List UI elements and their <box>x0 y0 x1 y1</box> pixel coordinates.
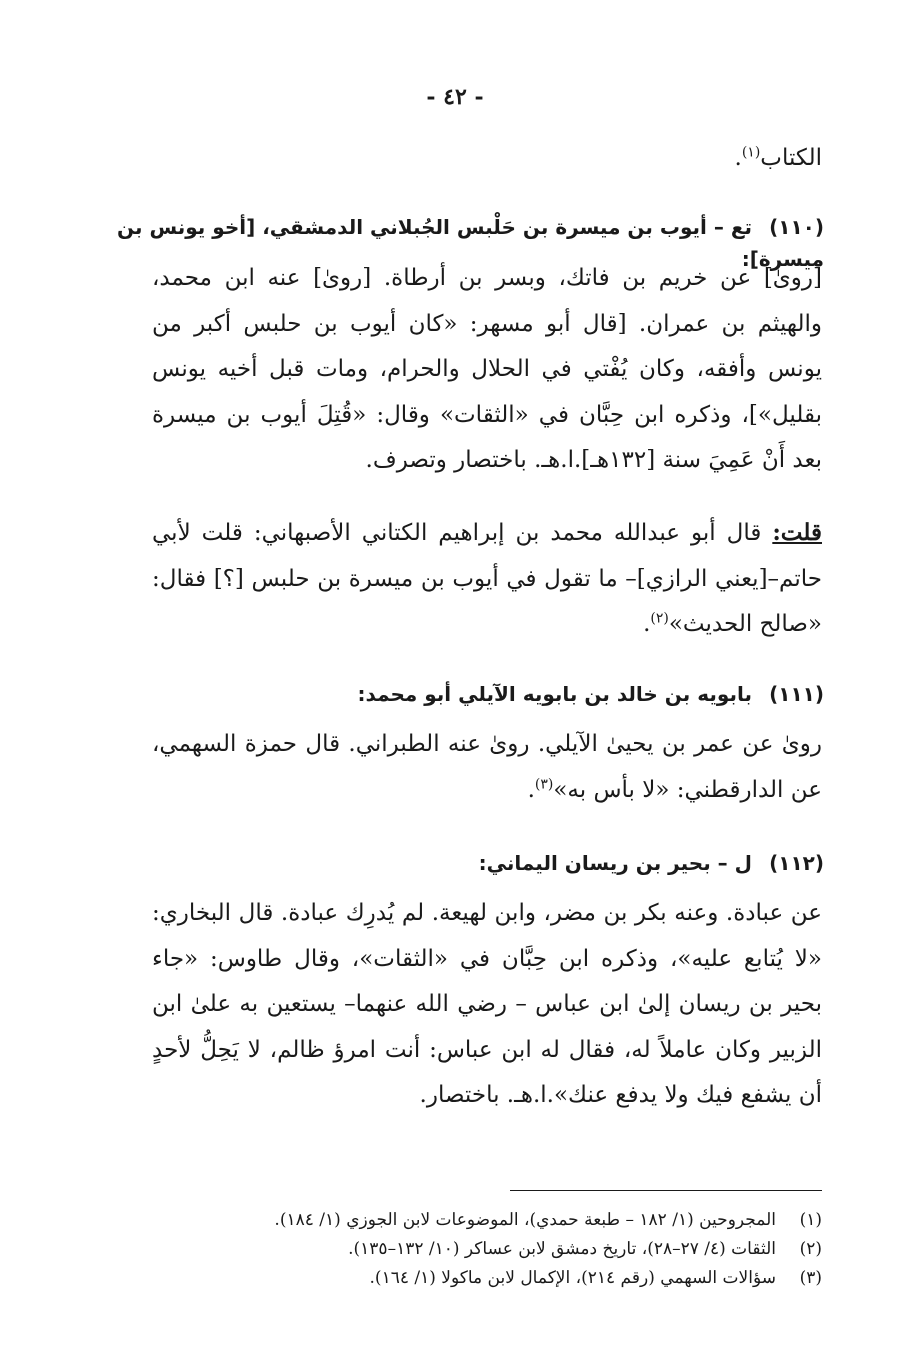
footnote-number: (١) <box>799 1210 822 1230</box>
page-number: - ٤٢ - <box>426 84 484 110</box>
entry-111-body <box>152 722 822 813</box>
footnote-ref-2: (٢) <box>650 610 669 627</box>
qult-end: . <box>643 611 651 637</box>
entry-111-title: بابويه بن خالد بن بابويه الآيلي أبو محمد: <box>357 682 752 706</box>
footnote-item <box>102 1264 822 1293</box>
footnote-item <box>102 1206 822 1235</box>
footnote-text: سؤالات السهمي (رقم ٢١٤)، الإكمال لابن ماكولا (١/ ١٦٤). <box>369 1268 776 1288</box>
entry-111-number: (١١١) <box>769 682 824 706</box>
entry-110-qult <box>152 510 822 648</box>
entry-112-number: (١١٢) <box>769 851 824 875</box>
entry-111-end: . <box>527 776 535 803</box>
entry-111-heading <box>84 678 824 710</box>
qult-text: قال أبو عبدالله محمد بن إبراهيم الكتاني الأصبهاني: قلت لأبي حاتم–[يعني الرازي]– ما تقول في أيوب بن ميسرة بن حلبس [؟] فقال: «صالح الحديث» <box>152 520 822 637</box>
footnote-item <box>102 1235 822 1264</box>
entry-110-number: (١١٠) <box>769 215 824 239</box>
intro-text: الكتاب <box>760 145 822 171</box>
footnote-number: (٢) <box>799 1239 822 1259</box>
entry-111-text: روىٰ عن عمر بن يحيىٰ الآيلي. روىٰ عنه الطبراني. قال حمزة السهمي، عن الدارقطني: «لا بأس به» <box>152 731 822 803</box>
footnote-text: الثقات (٤/ ٢٧–٢٨)، تاريخ دمشق لابن عساكر (١٠/ ١٣٢–١٣٥). <box>348 1239 776 1259</box>
footnote-ref-3: (٣) <box>534 775 554 792</box>
qult-label: قلت: <box>772 519 822 546</box>
footnote-divider <box>510 1190 822 1191</box>
entry-110-title: تع – أيوب بن ميسرة بن حَلْبس الجُبلاني الدمشقي، [أخو يونس بن ميسرة]: <box>117 215 824 271</box>
footnote-number: (٣) <box>799 1268 822 1288</box>
entry-110-body: [روىٰ] عن خريم بن فاتك، وبسر بن أرطاة. [روىٰ] عنه ابن محمد، والهيثم بن عمران. [قال أبو مسهر: «كان أيوب بن حلبس أكبر من يونس وأفقه، وكان يُفْتي في الحلال والحرام، ومات قبل أخيه يونس بقليل»]، وذكره ابن حِبَّان في «الثقات» وقال: «قُتِلَ أيوب بن ميسرة بعد أَنْ عَمِيَ سنة [١٣٢هـ].ا.هـ. باختصار وتصرف. <box>152 265 822 473</box>
intro-continuation <box>152 136 822 182</box>
entry-112-body: عن عبادة. وعنه بكر بن مضر، وابن لهيعة. لم يُدرِك عبادة. قال البخاري: «لا يُتابع عليه»، وذكره ابن حِبَّان في «الثقات»، وقال طاوس: «جاء بحير بن ريسان إلىٰ ابن عباس – رضي الله عنهما– يستعين به علىٰ ابن الزبير وكان عاملاً له، فقال له ابن عباس: أنت امرؤ ظالم، لا يَحِلُّ لأحدٍ أن يشفع فيك ولا يدفع عنك».ا.هـ. باختصار. <box>152 900 822 1108</box>
entry-112-heading <box>84 847 824 879</box>
footnotes <box>102 1206 822 1293</box>
intro-end: . <box>734 145 742 171</box>
footnote-ref-1: (١) <box>741 144 761 161</box>
entry-112-title: ل – بحير بن ريسان اليماني: <box>478 851 752 875</box>
footnote-text: المجروحين (١/ ١٨٢ – طبعة حمدي)، الموضوعات لابن الجوزي (١/ ١٨٤). <box>274 1210 776 1230</box>
